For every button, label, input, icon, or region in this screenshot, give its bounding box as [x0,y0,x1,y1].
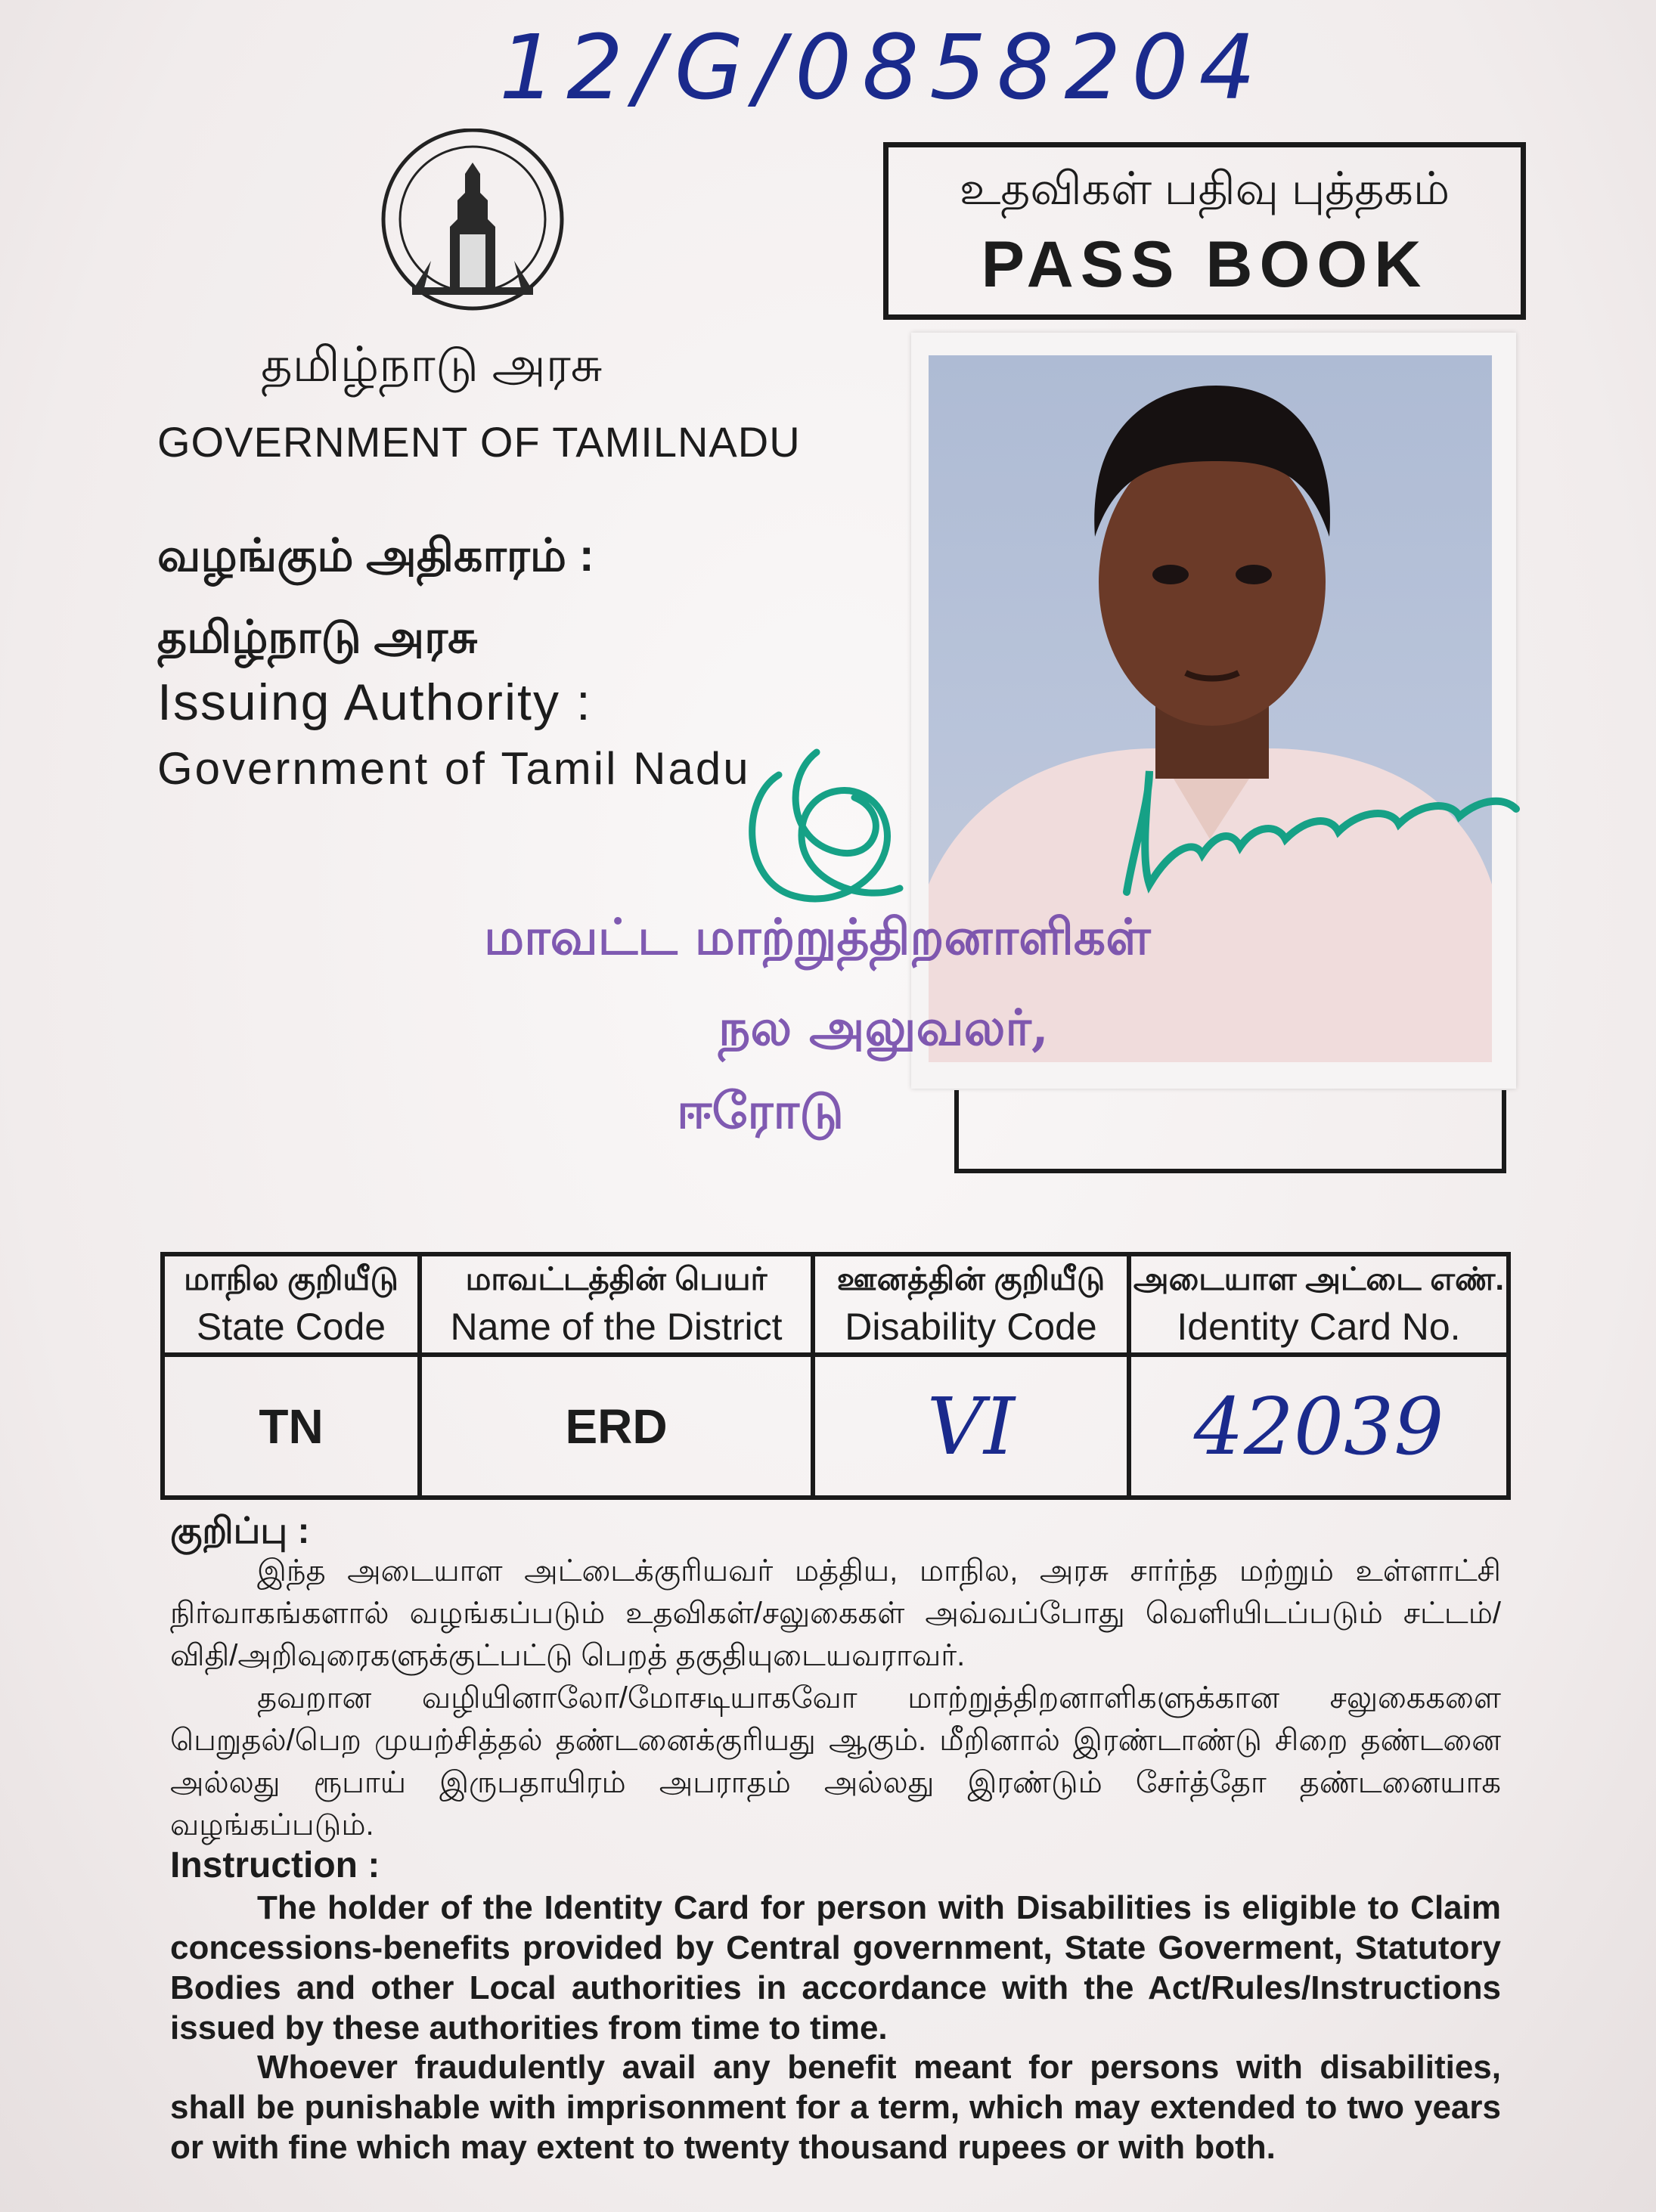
identity-card-number-value: 42039 [1129,1355,1509,1498]
stamp-line-1: மாவட்ட மாற்றுத்திறனாளிகள் [484,907,1151,966]
passbook-title-tamil: உதவிகள் பதிவு புத்தகம் [959,163,1450,214]
state-code-value: TN [163,1355,420,1498]
header-en: State Code [196,1305,386,1348]
issuing-authority-label: Issuing Authority : [157,674,592,731]
disability-code-value: VI [813,1355,1129,1498]
stamp-line-2: நல அலுவலர், [718,998,1049,1057]
note-heading: குறிப்பு : [170,1511,310,1551]
holder-signature-icon [1104,756,1527,907]
district-name-value: ERD [420,1355,813,1498]
photo-caption-box [954,1090,1506,1173]
note-paragraph-2: தவறான வழியினாலோ/மோசடியாகவோ மாற்றுத்திறனாளிகளுக்கான சலுகைகளை பெறுதல்/பெற முயற்சித்தல் தண்டனைக்குரியது ஆகும். மீறினால் இரண்டாண்டு சிறை தண்டனை அல்லது ரூபாய் இருபதாயிரம் அபராதம் அல்லது இரண்டும் சேர்த்தோ தண்டனையாக வழங்கப்படும். [170,1681,1501,1842]
header-identity-card-no [1129,1254,1509,1355]
header-state-code [163,1254,420,1355]
header-ta: அடையாள அட்டை எண். [1133,1260,1505,1297]
issuing-authority-value: Government of Tamil Nadu [157,743,751,794]
issuing-authority-label-tamil: வழங்கும் அதிகாரம் : [157,530,594,581]
header-en: Disability Code [845,1305,1097,1348]
passbook-title-box [883,142,1526,320]
note-paragraph-1: இந்த அடையாள அட்டைக்குரியவர் மத்திய, மாநில, அரசு சார்ந்த மற்றும் உள்ளாட்சி நிர்வாகங்களால் வழங்கப்படும் உதவிகள்/சலுகைகள் அவ்வப்போது வெளியிடப்படும் சட்டம்/விதி/அறிவுரைகளுக்குட்பட்டு பெறத் தகுதியுடையவராவர். [170,1554,1501,1672]
codes-table [160,1252,1511,1500]
header-en: Name of the District [450,1305,783,1348]
officer-signature-icon [711,730,938,934]
issuing-authority-value-tamil: தமிழ்நாடு அரசு [157,612,478,662]
stamp-line-3: ஈரோடு [677,1081,844,1140]
state-emblem-icon [371,129,575,318]
codes-table-value-row [163,1355,1509,1498]
header-ta: மாவட்டத்தின் பெயர் [465,1260,768,1297]
instruction-paragraph-1: The holder of the Identity Card for person with Disabilities is eligible to Claim concessions-benefits provided by Central government, State Goverment, Statutory Bodies and other Local authorities in accordance with the Act/Rules/Instructions issued by these authorities from time to time. [170,1889,1501,2046]
header-ta: ஊனத்தின் குறியீடு [836,1260,1106,1297]
handwritten-serial-number: 12/G/0858204 [499,15,1267,119]
passbook-title: PASS BOOK [981,228,1428,301]
government-name-tamil: தமிழ்நாடு அரசு [261,337,603,392]
header-district-name [420,1254,813,1355]
header-disability-code [813,1254,1129,1355]
instruction-paragraph-2: Whoever fraudulently avail any benefit meant for persons with disabilities, shall be punishable with imprisonment for a term, which may extended to two years or with fine which may extent to twenty thousand rupees or with both. [170,2049,1501,2166]
instruction-heading: Instruction : [170,1845,380,1885]
codes-table-header-row [163,1254,1509,1355]
government-name-english: GOVERNMENT OF TAMILNADU [157,418,801,466]
header-en: Identity Card No. [1177,1305,1461,1348]
header-ta: மாநில குறியீடு [184,1260,398,1297]
